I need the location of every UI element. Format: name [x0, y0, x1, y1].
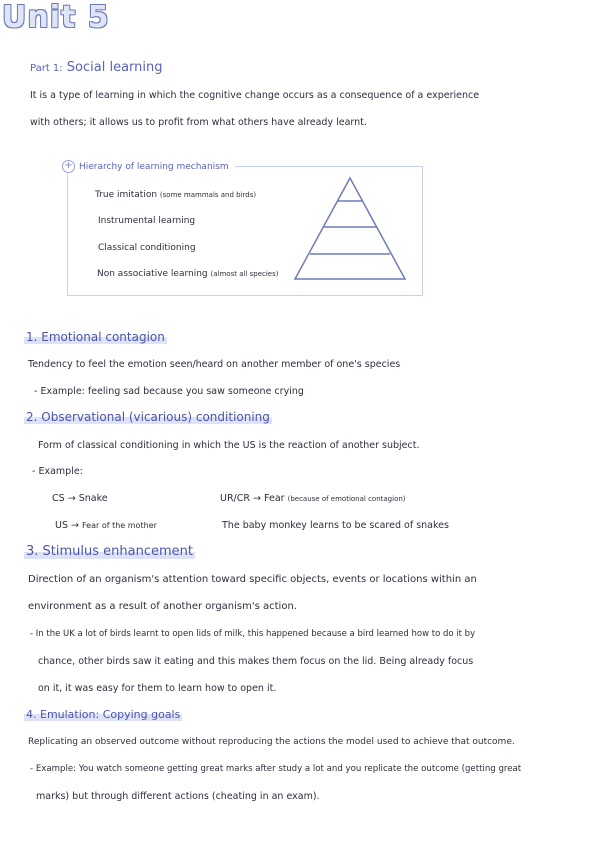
section-1-heading-text: 1. Emotional contagion — [26, 330, 165, 344]
level-label: Non associative learning — [97, 269, 208, 279]
section-3-heading — [26, 544, 193, 559]
section-4-example-1: - Example: You watch someone getting great marks after study a lot and you replicate the outcome (getting great — [30, 764, 522, 774]
section-2-heading-text: 2. Observational (vicarious) conditioning — [26, 410, 270, 424]
section-3-heading-text: 3. Stimulus enhancement — [26, 544, 193, 559]
level-note: (almost all species) — [210, 270, 279, 278]
ur-note: (because of emotional contagion) — [287, 495, 406, 503]
section-4-heading-text: 4. Emulation: Copying goals — [26, 708, 181, 721]
section-2-line: Form of classical conditioning in which the US is the reaction of another subject. — [38, 440, 420, 451]
us-label: US — [55, 520, 68, 531]
section-4-heading — [26, 708, 180, 721]
intro-line-2: with others; it allows us to profit from what others have already learnt. — [30, 117, 367, 128]
level-label: Classical conditioning — [98, 243, 196, 253]
section-3-line-2: environment as a result of another organism's action. — [28, 601, 297, 612]
cs-label: CS — [52, 493, 65, 504]
arrow-icon: → — [253, 493, 261, 504]
part-label: Part 1: — [30, 63, 63, 74]
level-label: True imitation — [95, 190, 158, 200]
unit-title: Unit 5 — [2, 0, 110, 35]
section-2-example-label: - Example: — [32, 466, 83, 477]
section-2-heading — [26, 410, 270, 424]
pyramid-outline — [295, 178, 405, 279]
section-3-line-1: Direction of an organism's attention toward specific objects, events or locations within an — [28, 574, 477, 585]
level-label: Instrumental learning — [98, 216, 196, 226]
section-1-example: - Example: feeling sad because you saw someone crying — [34, 386, 304, 397]
part-title — [30, 60, 163, 75]
arrow-icon: → — [71, 520, 79, 531]
section-1-line: Tendency to feel the emotion seen/heard on another member of one's species — [28, 359, 401, 370]
ur-label: UR/CR — [220, 493, 250, 504]
part-name: Social learning — [66, 60, 163, 75]
intro-line-1: It is a type of learning in which the cognitive change occurs as a consequence of a experience — [30, 90, 480, 101]
us-value: Fear of the mother — [82, 521, 157, 530]
hierarchy-title — [58, 160, 235, 173]
level-3 — [98, 243, 196, 253]
section-3-example-2: chance, other birds saw it eating and this makes them focus on the lid. Being already focus — [38, 656, 474, 667]
cs-value: Snake — [78, 493, 108, 504]
section-3-example-3: on it, it was easy for them to learn how to open it. — [38, 683, 277, 694]
us-row — [55, 520, 157, 531]
level-note: (some mammals and birds) — [159, 191, 257, 199]
hierarchy-title-text: Hierarchy of learning mechanism — [79, 161, 229, 172]
ur-row — [220, 493, 406, 504]
ur-value: Fear — [264, 493, 285, 504]
section-4-line: Replicating an observed outcome without reproducing the actions the model used to achieve that outcome. — [28, 737, 515, 747]
level-1 — [95, 190, 256, 200]
plus-icon: + — [62, 160, 75, 173]
cs-row — [52, 493, 108, 504]
section-3-example-1: - In the UK a lot of birds learnt to open lids of milk, this happened because a bird learned how to do it by — [30, 629, 476, 639]
level-4 — [97, 269, 278, 279]
section-2-result: The baby monkey learns to be scared of snakes — [222, 520, 449, 531]
level-2 — [98, 216, 195, 226]
pyramid-diagram — [285, 172, 415, 284]
arrow-icon: → — [67, 493, 76, 504]
section-1-heading — [26, 330, 165, 344]
section-4-example-2: marks) but through different actions (cheating in an exam). — [36, 791, 320, 802]
